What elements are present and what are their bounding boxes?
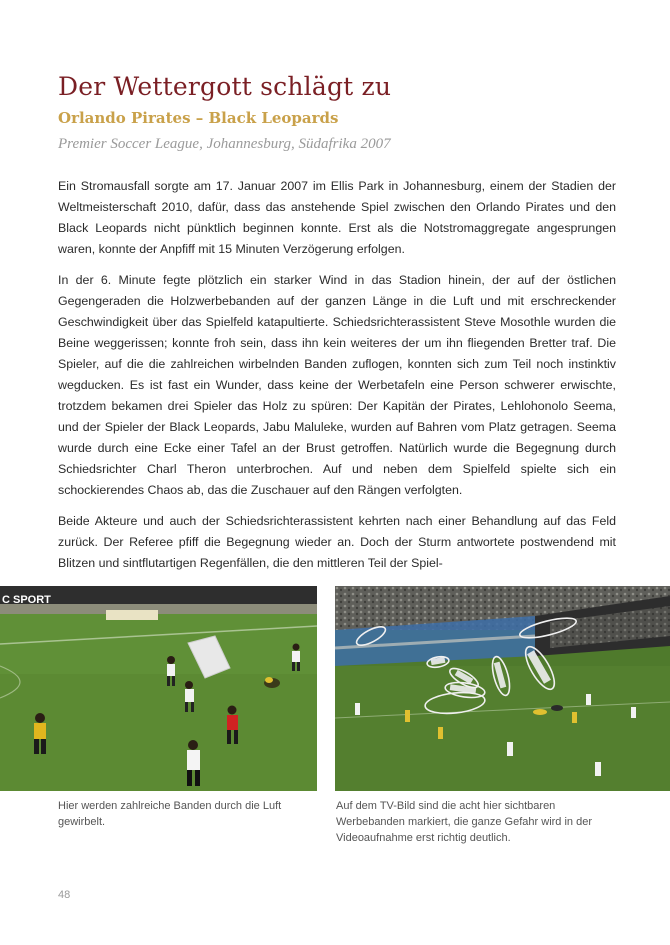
match-info: Premier Soccer League, Johannesburg, Südafrika 2007: [58, 136, 391, 152]
body-paragraph-1: Ein Stromausfall sorgte am 17. Januar 2007 im Ellis Park in Johannesburg, einem der Stadien der Weltmeisterschaft 2010, dafür, dass das anstehende Spiel zwischen den Orlando Pirates und den Black Leopards nicht pünktlich beginnen konnte. Erst als die Notstromaggregate angesprungen waren, konnte der Anpfiff mit 15 Minuten Verzögerung erfolgen.: [58, 179, 616, 256]
body-paragraph-3: Beide Akteure und auch der Schiedsrichterassistent kehrten nach einer Behandlung auf das Feld zurück. Der Referee pfiff die Begegnung wieder an. Doch der Sturm antwortete postwendend mit Blitzen und sintflutartigen Regenfällen, die den mittleren Teil der Spiel-: [58, 514, 616, 570]
page-number: 48: [58, 889, 71, 901]
photo-left-scene: [0, 586, 317, 791]
photo-flying-billboards: [0, 586, 317, 791]
body-paragraph-2: In der 6. Minute fegte plötzlich ein starker Wind in das Stadion hinein, der auf der östlichen Gegengeraden die Holzwerbebanden auf der ganzen Länge in die Luft und mit erschreckender Geschwindigkeit über das Spielfeld katapultierte. Schiedsrichterassistent Steve Mosothle wurden die Beine weggerissen; konnte froh sein, dass ihn kein weiteres der um ihn fliegenden Bretter traf. Die Spieler, auf die die zahlreichen wirbelnden Banden zuflogen, konnten sich zum Teil noch instinktiv wegducken. Es ist fast ein Wunder, dass keine der Werbetafeln eine Person schwerer erwischte, trotzdem bekamen drei Spieler das Holz zu spüren: Der Kapitän der Pirates, Lehlohonolo Seema, und der Spieler der Black Leopards, Jabu Maluleke, wurden auf Bahren vom Platz getragen. Seema wurde durch eine Ecke einer Tafel an der Brust getroffen. Natürlich wurde die Begegnung durch Schiedsrichter Charl Theron unterbrochen. Auf und neben dem Spielfeld spielte sich ein schockierendes Chaos ab, das die Zuschauer auf den Rängen verfolgten.: [58, 273, 616, 497]
photo-right-scene: [335, 586, 670, 791]
article-title: Der Wettergott schlägt zu: [58, 72, 392, 101]
billboard: [106, 610, 158, 620]
caption-right: Auf dem TV-Bild sind die acht hier sichtbaren Werbebanden markiert, die ganze Gefahr wird in der Videoaufnahme erst richtig deutlich.: [336, 800, 592, 844]
article-subtitle: Orlando Pirates – Black Leopards: [58, 109, 339, 127]
caption-left: Hier werden zahlreiche Banden durch die Luft gewirbelt.: [58, 800, 282, 828]
photo-left-overlay-text: C SPORT: [2, 594, 51, 606]
photo-tv-marked-billboards: [335, 586, 670, 791]
